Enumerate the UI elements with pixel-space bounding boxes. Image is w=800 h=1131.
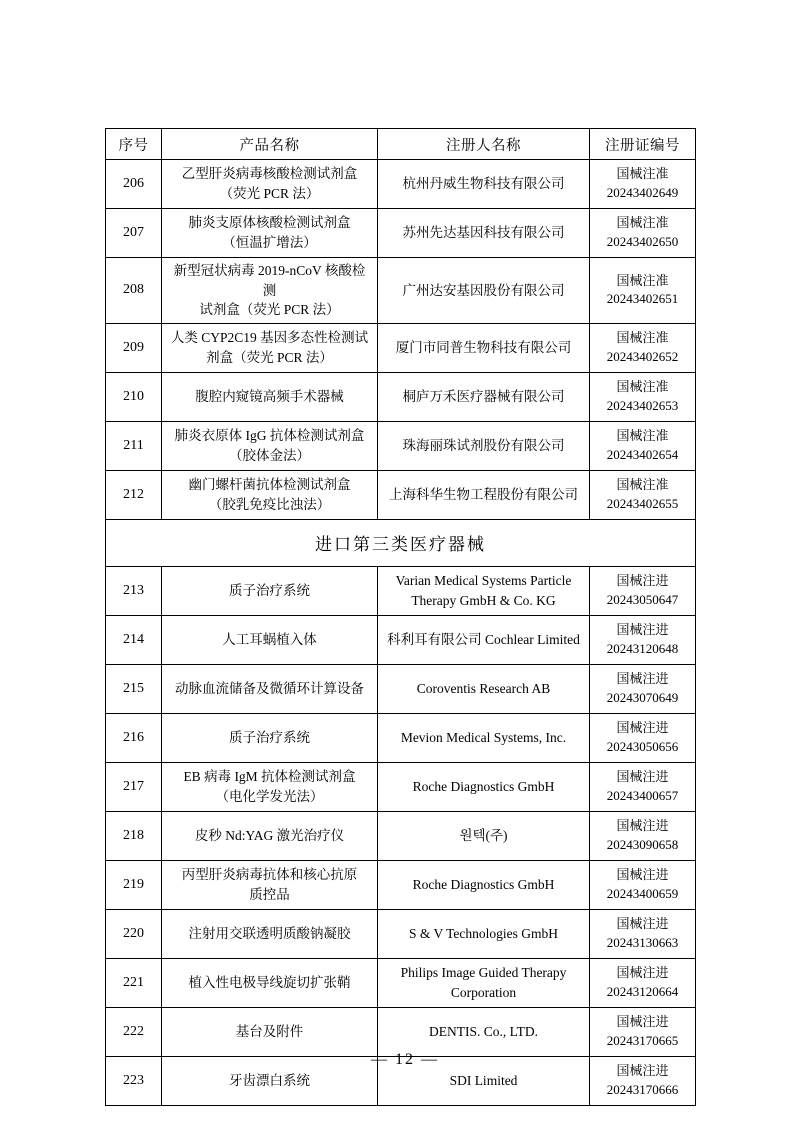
cell-serial-number	[106, 1007, 162, 1056]
cell-product-name	[162, 615, 378, 664]
cell-registrant-name-line: 桐庐万禾医疗器械有限公司	[402, 388, 565, 404]
cell-certificate-number	[590, 762, 696, 811]
cell-registrant-name	[378, 762, 590, 811]
cell-product-name	[162, 566, 378, 615]
cell-certificate-number	[590, 909, 696, 958]
cell-registrant-name-line: 厦门市同普生物科技有限公司	[395, 339, 572, 355]
cell-product-name	[162, 664, 378, 713]
cell-serial-number	[106, 209, 162, 258]
cell-serial-number-line: 217	[123, 778, 144, 794]
cell-product-name	[162, 209, 378, 258]
cell-certificate-number-line: 20243402654	[606, 446, 679, 462]
cell-registrant-name-line: Roche Diagnostics GmbH	[412, 778, 555, 794]
column-header-cert: 注册证编号	[590, 129, 696, 160]
cell-serial-number-line: 219	[123, 876, 144, 892]
cell-product-name	[162, 909, 378, 958]
column-header-registrant: 注册人名称	[378, 129, 590, 160]
cell-certificate-number-line: 国械注准	[616, 272, 669, 288]
cell-certificate-number-line: 20243050656	[606, 738, 679, 754]
cell-product-name-line: （恒温扩增法）	[222, 235, 317, 250]
cell-registrant-name-line: Corporation	[450, 984, 517, 1000]
cell-certificate-number-line: 国械注进	[616, 768, 669, 784]
cell-serial-number	[106, 421, 162, 470]
table-row	[106, 909, 696, 958]
cell-product-name-line: （胶体金法）	[229, 447, 310, 463]
column-header-no: 序号	[106, 129, 162, 160]
cell-registrant-name-line: Philips Image Guided Therapy	[400, 965, 567, 981]
cell-product-name-line: 动脉血流储备及微循环计算设备	[175, 680, 364, 696]
cell-registrant-name-line: 广州达安基因股份有限公司	[402, 282, 565, 298]
cell-registrant-name	[378, 566, 590, 615]
table-row	[106, 664, 696, 713]
cell-product-name-line: 试剂盒（荧光 PCR 法）	[199, 302, 340, 318]
cell-product-name-line: 肺炎衣原体 IgG 抗体检测试剂盒	[174, 428, 365, 444]
cell-registrant-name-line: Therapy GmbH & Co. KG	[411, 592, 556, 608]
table-row	[106, 160, 696, 209]
cell-serial-number	[106, 372, 162, 421]
cell-certificate-number-line: 20243120648	[606, 640, 679, 656]
table-row	[106, 372, 696, 421]
cell-registrant-name-line: Mevion Medical Systems, Inc.	[400, 729, 567, 745]
cell-registrant-name-line: 科利耳有限公司 Cochlear Limited	[387, 631, 580, 647]
cell-serial-number	[106, 811, 162, 860]
cell-registrant-name-line: 苏州先达基因科技有限公司	[402, 225, 565, 241]
cell-product-name-line: 植入性电极导线旋切扩张鞘	[188, 974, 351, 990]
cell-certificate-number-line: 20243070649	[606, 689, 679, 705]
table-row	[106, 860, 696, 909]
cell-certificate-number-line: 国械注准	[616, 378, 669, 394]
cell-registrant-name-line: DENTIS. Co., LTD.	[428, 1023, 538, 1039]
cell-registrant-name-line: Coroventis Research AB	[416, 680, 551, 696]
cell-product-name	[162, 1007, 378, 1056]
cell-serial-number-line: 215	[123, 680, 144, 696]
table-header-row	[106, 129, 696, 160]
cell-serial-number	[106, 258, 162, 324]
cell-registrant-name-line: S & V Technologies GmbH	[408, 925, 559, 941]
cell-serial-number-line: 222	[123, 1023, 144, 1039]
cell-certificate-number-line: 国械注准	[616, 427, 669, 443]
cell-serial-number-line: 208	[123, 282, 144, 298]
medical-device-registration-table	[105, 128, 696, 1106]
cell-product-name	[162, 323, 378, 372]
cell-certificate-number-line: 国械注进	[616, 1062, 669, 1078]
cell-product-name-line: 皮秒 Nd:YAG 激光治疗仪	[194, 827, 345, 843]
cell-registrant-name	[378, 160, 590, 209]
cell-registrant-name	[378, 958, 590, 1007]
cell-certificate-number	[590, 566, 696, 615]
cell-certificate-number	[590, 664, 696, 713]
cell-serial-number	[106, 160, 162, 209]
cell-serial-number-line: 207	[123, 224, 144, 240]
cell-certificate-number-line: 国械注进	[616, 670, 669, 686]
cell-registrant-name	[378, 615, 590, 664]
cell-certificate-number	[590, 713, 696, 762]
cell-certificate-number-line: 国械注准	[616, 166, 669, 182]
cell-certificate-number-line: 20243400659	[606, 885, 679, 901]
cell-product-name-line: EB 病毒 IgM 抗体检测试剂盒	[183, 769, 356, 785]
cell-product-name-line: 注射用交联透明质酸钠凝胶	[188, 925, 351, 941]
cell-serial-number	[106, 713, 162, 762]
cell-registrant-name	[378, 860, 590, 909]
cell-certificate-number-line: 20243402652	[606, 348, 679, 364]
cell-registrant-name-line: Varian Medical Systems Particle	[395, 573, 572, 589]
cell-serial-number-line: 223	[123, 1072, 144, 1088]
cell-serial-number	[106, 470, 162, 519]
section-title-row	[106, 519, 696, 566]
cell-serial-number	[106, 615, 162, 664]
cell-product-name-line: 腹腔内窥镜高频手术器械	[195, 388, 344, 404]
cell-certificate-number-line: 国械注准	[616, 329, 669, 345]
cell-registrant-name	[378, 1007, 590, 1056]
cell-serial-number-line: 210	[123, 388, 144, 404]
cell-product-name	[162, 421, 378, 470]
cell-serial-number-line: 212	[123, 486, 144, 502]
cell-certificate-number	[590, 258, 696, 324]
column-header-product: 产品名称	[162, 129, 378, 160]
table-row	[106, 958, 696, 1007]
cell-certificate-number-line: 20243402650	[606, 234, 679, 249]
cell-certificate-number-line: 国械注准	[616, 476, 669, 492]
cell-product-name-line: 人类 CYP2C19 基因多态性检测试	[170, 330, 369, 346]
cell-serial-number-line: 214	[123, 631, 144, 647]
cell-certificate-number-line: 20243400657	[606, 787, 679, 803]
cell-certificate-number	[590, 615, 696, 664]
table-row	[106, 615, 696, 664]
cell-serial-number	[106, 860, 162, 909]
cell-registrant-name	[378, 664, 590, 713]
cell-certificate-number-line: 国械注进	[616, 866, 669, 882]
cell-certificate-number-line: 20243402651	[606, 291, 679, 307]
cell-product-name	[162, 762, 378, 811]
cell-certificate-number	[590, 421, 696, 470]
cell-serial-number-line: 216	[123, 729, 144, 745]
cell-product-name-line: 丙型肝炎病毒抗体和核心抗原	[181, 867, 358, 883]
cell-registrant-name	[378, 811, 590, 860]
table-row	[106, 470, 696, 519]
cell-product-name-line: 剂盒（荧光 PCR 法）	[206, 349, 333, 365]
cell-certificate-number	[590, 860, 696, 909]
cell-product-name-line: （电化学发光法）	[215, 788, 324, 804]
cell-product-name-line: 牙齿漂白系统	[229, 1072, 310, 1088]
cell-serial-number	[106, 909, 162, 958]
cell-product-name	[162, 372, 378, 421]
cell-certificate-number	[590, 470, 696, 519]
cell-certificate-number-line: 20243050647	[606, 591, 679, 607]
cell-certificate-number	[590, 323, 696, 372]
cell-registrant-name	[378, 909, 590, 958]
cell-certificate-number	[590, 372, 696, 421]
cell-certificate-number-line: 国械注进	[616, 572, 669, 588]
cell-product-name-line: 质控品	[249, 886, 290, 902]
cell-serial-number-line: 220	[123, 925, 144, 941]
section-title: 进口第三类医疗器械	[106, 519, 696, 566]
cell-product-name-line: 人工耳蜗植入体	[222, 631, 317, 647]
page-number: — 12 —	[371, 1051, 439, 1068]
cell-product-name-line: （荧光 PCR 法）	[219, 186, 320, 201]
cell-product-name-line: 乙型肝炎病毒核酸检测试剂盒	[181, 166, 358, 182]
cell-registrant-name	[378, 323, 590, 372]
cell-registrant-name-line: 珠海丽珠试剂股份有限公司	[402, 437, 565, 453]
cell-certificate-number-line: 国械注进	[616, 621, 669, 637]
cell-certificate-number	[590, 811, 696, 860]
cell-registrant-name	[378, 372, 590, 421]
cell-product-name-line: 基台及附件	[235, 1023, 304, 1039]
cell-product-name	[162, 713, 378, 762]
cell-registrant-name	[378, 209, 590, 258]
table-row	[106, 566, 696, 615]
cell-product-name-line: 幽门螺杆菌抗体检测试剂盒	[188, 477, 351, 493]
cell-product-name-line: 质子治疗系统	[229, 729, 310, 745]
cell-serial-number-line: 211	[123, 437, 144, 453]
cell-certificate-number-line: 国械注准	[616, 215, 669, 231]
cell-certificate-number-line: 20243402649	[606, 185, 679, 200]
cell-product-name	[162, 860, 378, 909]
cell-certificate-number-line: 国械注进	[616, 1013, 669, 1029]
table-row	[106, 762, 696, 811]
cell-registrant-name	[378, 713, 590, 762]
cell-serial-number-line: 218	[123, 827, 144, 843]
cell-product-name	[162, 958, 378, 1007]
cell-serial-number	[106, 323, 162, 372]
cell-certificate-number-line: 20243170666	[606, 1081, 679, 1097]
cell-serial-number-line: 209	[123, 339, 144, 355]
table-row	[106, 258, 696, 324]
cell-serial-number	[106, 958, 162, 1007]
table-row	[106, 209, 696, 258]
cell-serial-number	[106, 566, 162, 615]
cell-certificate-number-line: 20243130663	[606, 934, 679, 950]
cell-registrant-name	[378, 470, 590, 519]
table-row	[106, 1007, 696, 1056]
table-row	[106, 421, 696, 470]
cell-product-name-line: （胶乳免疫比浊法）	[208, 496, 331, 512]
cell-certificate-number	[590, 209, 696, 258]
cell-registrant-name-line: 杭州丹威生物科技有限公司	[402, 176, 565, 192]
cell-certificate-number	[590, 958, 696, 1007]
table-row	[106, 811, 696, 860]
table-body	[106, 129, 696, 1106]
table-row	[106, 713, 696, 762]
cell-registrant-name	[378, 421, 590, 470]
cell-product-name-line: 新型冠状病毒 2019-nCoV 核酸检测	[173, 263, 366, 298]
cell-certificate-number-line: 国械注进	[616, 817, 669, 833]
cell-certificate-number-line: 国械注进	[616, 719, 669, 735]
cell-certificate-number	[590, 1007, 696, 1056]
cell-certificate-number-line: 国械注进	[616, 964, 669, 980]
cell-registrant-name-line: SDI Limited	[449, 1072, 518, 1088]
cell-certificate-number-line: 20243170665	[606, 1032, 679, 1048]
cell-certificate-number	[590, 160, 696, 209]
cell-product-name	[162, 470, 378, 519]
table-row	[106, 323, 696, 372]
cell-registrant-name-line: Roche Diagnostics GmbH	[412, 876, 555, 892]
cell-certificate-number-line: 国械注进	[616, 915, 669, 931]
cell-registrant-name-line: 원텍(주)	[459, 827, 508, 843]
cell-certificate-number-line: 20243090658	[606, 836, 679, 852]
cell-product-name-line: 质子治疗系统	[229, 582, 310, 598]
cell-registrant-name	[378, 258, 590, 324]
cell-serial-number-line: 206	[123, 175, 144, 191]
cell-certificate-number-line: 20243402653	[606, 397, 679, 413]
cell-registrant-name-line: 上海科华生物工程股份有限公司	[389, 486, 578, 502]
cell-product-name	[162, 160, 378, 209]
cell-serial-number	[106, 762, 162, 811]
cell-product-name	[162, 811, 378, 860]
cell-product-name-line: 肺炎支原体核酸检测试剂盒	[188, 215, 351, 231]
cell-serial-number	[106, 664, 162, 713]
cell-serial-number-line: 213	[123, 582, 144, 598]
cell-certificate-number-line: 20243120664	[606, 983, 679, 999]
cell-certificate-number-line: 20243402655	[606, 495, 679, 511]
cell-product-name	[162, 258, 378, 324]
cell-serial-number-line: 221	[123, 974, 144, 990]
